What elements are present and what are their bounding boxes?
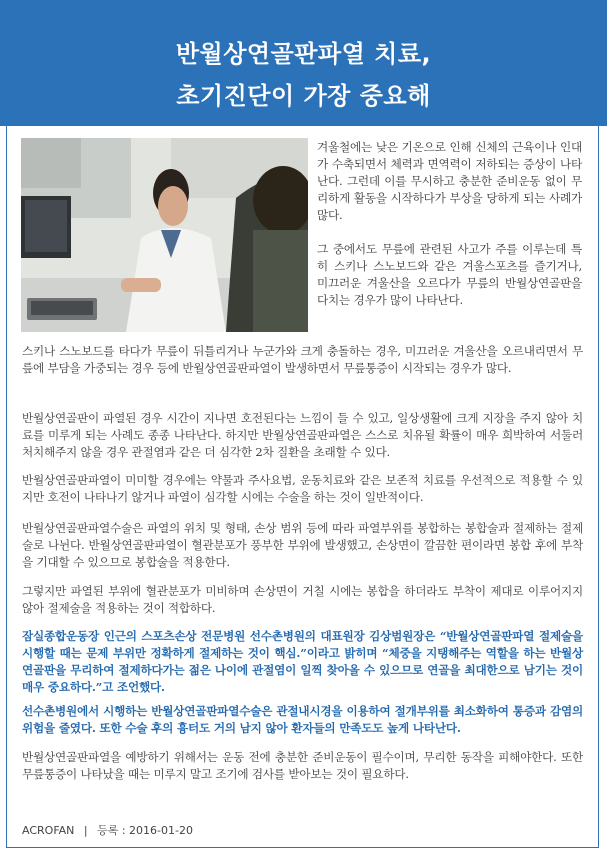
paragraph-5: 반월상연골판파열이 미미할 경우에는 약물과 주사요법, 운동치료와 같은 보존적 치료를 우선적으로 적용할 수 있지만 호전이 나타나기 않거나 파열이 심각할 시에는 수술을 하는 것이 일반적이다.: [22, 473, 583, 504]
article-footer: [22, 822, 193, 838]
paragraph-1: 겨울철에는 낮은 기온으로 인해 신체의 근육이나 인대가 수축되면서 체력과 면역력이 저하되는 증상이 나타난다. 그런데 이를 무시하고 충분한 준비운동 없이 무리하게 활동을 시작하다가 부상을 당하게 되는 사례가 많다.: [317, 140, 582, 222]
title-banner: [0, 0, 607, 126]
paragraph-2: 그 중에서도 무릎에 관련된 사고가 주를 이루는데 특히 스키나 스노보드와 같은 겨울스포츠를 즐기거나, 미끄러운 겨울산을 오르다가 무릎의 반월상연골판을 다치는 경우가 많이 나타난다.: [317, 242, 582, 307]
doctor-patient-image: [21, 138, 308, 332]
title-line-1: 반월상연골판파열 치료,: [175, 40, 432, 68]
article-photo: [21, 138, 308, 332]
hospital-paragraph: 선수촌병원에서 시행하는 반월상연골판파열수술은 관절내시경을 이용하여 절개부위를 최소화하여 통증과 감염의 위험을 줄였다. 또한 수술 후의 흉터도 거의 남지 않아 환자들의 만족도도 높게 나타난다.: [22, 704, 583, 735]
paragraph-6: 반월상연골판파열수술은 파열의 위치 및 형태, 손상 범위 등에 따라 파열부위를 봉합하는 봉합술과 절제하는 절제술로 나뉜다. 반월상연골판파열이 혈관분포가 풍부한 부위에 발생했고, 손상면이 깔끔한 편이라면 봉합 후에 부착을 기대할 수 있으므로 봉합술을 적용한다.: [22, 521, 583, 569]
source-label: ACROFAN: [22, 824, 75, 837]
paragraph-3: 스키나 스노보드를 타다가 무릎이 뒤틀리거나 누군가와 크게 충돌하는 경우, 미끄러운 겨울산을 오르내리면서 무릎에 부담을 가중되는 경우 등에 반월상연골판파열이 발생하면서 무릎통증이 시작되는 경우가 많다.: [22, 344, 583, 375]
title-line-2: 초기진단이 가장 중요해: [176, 82, 431, 110]
date-label: 등록 : 2016-01-20: [97, 824, 193, 837]
paragraph-4: 반월상연골판이 파열된 경우 시간이 지나면 호전된다는 느낌이 들 수 있고, 일상생활에 크게 지장을 주지 않아 치료를 미루게 되는 사례도 종종 나타난다. 하지만 반월상연골판파열은 스스로 치유될 확률이 매우 희박하여 서둘러 처치해주지 않을 경우 관절염과 같은 더 심각한 2차 질환을 초래할 수 있다.: [22, 411, 583, 459]
footer-separator: |: [83, 824, 88, 837]
paragraph-10: 반월상연골판파열을 예방하기 위해서는 운동 전에 충분한 준비운동이 필수이며, 무리한 동작을 피해야한다. 또한 무릎통증이 나타났을 때는 미루지 말고 조기에 검사를 받아보는 것이 필요하다.: [22, 750, 583, 781]
quote-paragraph: 잠실종합운동장 인근의 스포츠손상 전문병원 선수촌병원의 대표원장 김상범원장은 “반월상연골판파열 절제술을 시행할 때는 문제 부위만 정확하게 절제하는 것이 핵심.”이라고 밝히며 “체중을 지탱해주는 역할을 하는 반월상연골판을 무리하여 절제하다가는 젊은 나이에 관절염이 일찍 찾아올 수 있으므로 연골을 최대한으로 남기는 것이 매우 중요하다.”고 조언했다.: [22, 629, 583, 694]
paragraph-7: 그렇지만 파열된 부위에 혈관분포가 미비하며 손상면이 거칠 시에는 봉합을 하더라도 부착이 제대로 이루어지지 않아 절제술을 적용하는 것이 적합하다.: [22, 584, 583, 615]
